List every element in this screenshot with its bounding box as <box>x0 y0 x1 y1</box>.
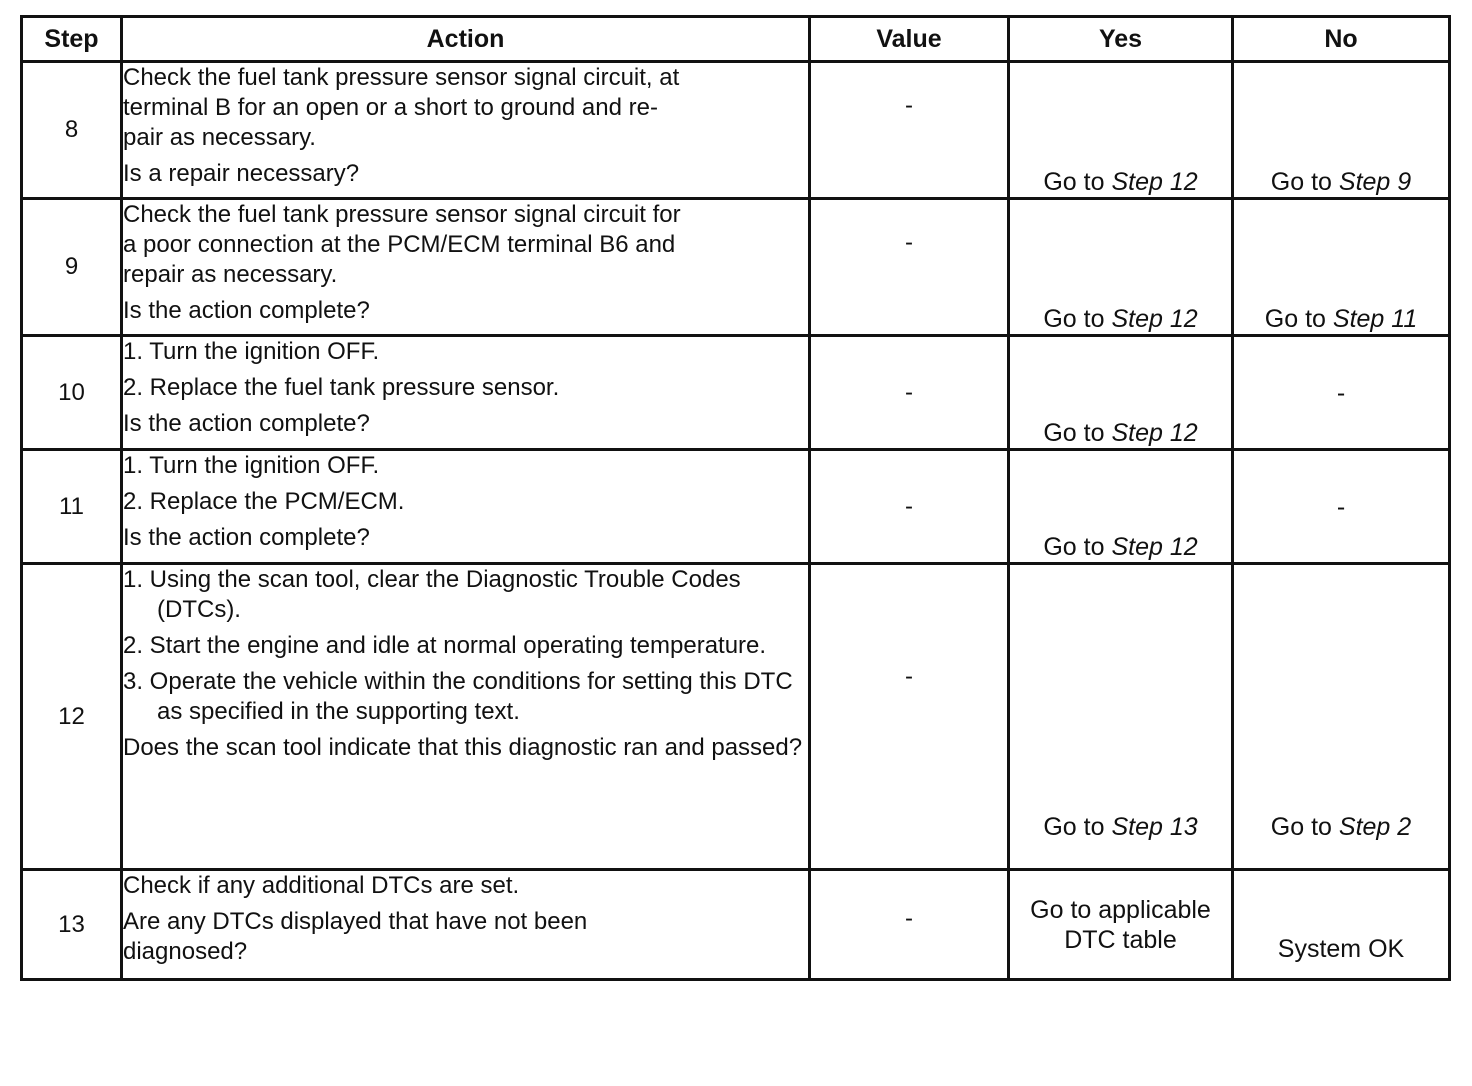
header-row <box>22 17 1450 62</box>
step-reference: Step 9 <box>1338 168 1412 196</box>
step-reference: Step 12 <box>1111 419 1198 447</box>
value-cell: - <box>810 62 1009 199</box>
table-row <box>22 450 1450 564</box>
no-cell: Go to Step 11 <box>1233 199 1450 336</box>
step-number: 9 <box>22 199 122 336</box>
yes-cell: Go to Step 12 <box>1009 62 1233 199</box>
step-number: 13 <box>22 870 122 980</box>
header-action: Action <box>122 17 810 62</box>
step-number: 8 <box>22 62 122 199</box>
header-step: Step <box>22 17 122 62</box>
yes-cell: Go to Step 12 <box>1009 336 1233 450</box>
action-item: 1. Turn the ignition OFF. <box>123 338 380 365</box>
no-cell: Go to Step 2 <box>1233 564 1450 870</box>
step-reference: Step 2 <box>1338 813 1412 841</box>
action-question: Are any DTCs displayed that have not been diagnosed? <box>123 908 588 965</box>
step-number: 12 <box>22 564 122 870</box>
value-cell: - <box>810 199 1009 336</box>
action-question: Is the action complete? <box>123 297 370 324</box>
action-item: 3. Operate the vehicle within the conditions for setting this DTC as specified in the supporting text. <box>123 668 793 725</box>
action-line: pair as necessary. <box>123 124 316 151</box>
no-cell: System OK <box>1233 870 1450 980</box>
action-item: 2. Replace the fuel tank pressure sensor. <box>123 374 560 401</box>
table-row <box>22 199 1450 336</box>
step-reference: Step 12 <box>1111 305 1198 333</box>
action-question: Is the action complete? <box>123 410 370 437</box>
yes-cell: Go to Step 13 <box>1009 564 1233 870</box>
step-number: 11 <box>22 450 122 564</box>
action-line: Check the fuel tank pressure sensor signal circuit for <box>123 201 681 228</box>
step-reference: Step 11 <box>1332 305 1418 333</box>
action-cell <box>122 62 810 199</box>
header-value: Value <box>810 17 1009 62</box>
action-line: Check if any additional DTCs are set. <box>123 872 520 899</box>
action-cell <box>122 336 810 450</box>
value-cell: - <box>810 336 1009 450</box>
table-row <box>22 870 1450 980</box>
yes-cell: Go to applicable DTC table <box>1009 870 1233 980</box>
header-no: No <box>1233 17 1450 62</box>
header-yes: Yes <box>1009 17 1233 62</box>
action-question: Does the scan tool indicate that this diagnostic ran and passed? <box>123 734 803 761</box>
no-cell: Go to Step 9 <box>1233 62 1450 199</box>
action-question: Is the action complete? <box>123 524 370 551</box>
table-row <box>22 62 1450 199</box>
action-item: 2. Replace the PCM/ECM. <box>123 488 405 515</box>
table-row <box>22 564 1450 870</box>
action-item: 2. Start the engine and idle at normal operating temperature. <box>123 632 767 659</box>
step-reference: Step 12 <box>1111 533 1198 561</box>
action-cell <box>122 564 810 870</box>
step-reference: Step 12 <box>1111 168 1198 196</box>
step-reference: Step 13 <box>1111 813 1198 841</box>
action-question: Is a repair necessary? <box>123 160 360 187</box>
action-cell <box>122 870 810 980</box>
action-cell <box>122 450 810 564</box>
table-row <box>22 336 1450 450</box>
action-line: repair as necessary. <box>123 261 338 288</box>
value-cell: - <box>810 564 1009 870</box>
action-item: 1. Turn the ignition OFF. <box>123 452 380 479</box>
action-item: 1. Using the scan tool, clear the Diagnostic Trouble Codes (DTCs). <box>123 566 741 623</box>
yes-cell: Go to Step 12 <box>1009 450 1233 564</box>
action-line: terminal B for an open or a short to ground and re- <box>123 94 658 121</box>
yes-cell: Go to Step 12 <box>1009 199 1233 336</box>
diagnostic-table <box>20 15 1451 981</box>
action-line: Check the fuel tank pressure sensor signal circuit, at <box>123 64 680 91</box>
action-line: a poor connection at the PCM/ECM terminal B6 and <box>123 231 676 258</box>
value-cell: - <box>810 450 1009 564</box>
step-number: 10 <box>22 336 122 450</box>
no-cell: - <box>1233 450 1450 564</box>
value-cell: - <box>810 870 1009 980</box>
action-cell <box>122 199 810 336</box>
no-cell: - <box>1233 336 1450 450</box>
